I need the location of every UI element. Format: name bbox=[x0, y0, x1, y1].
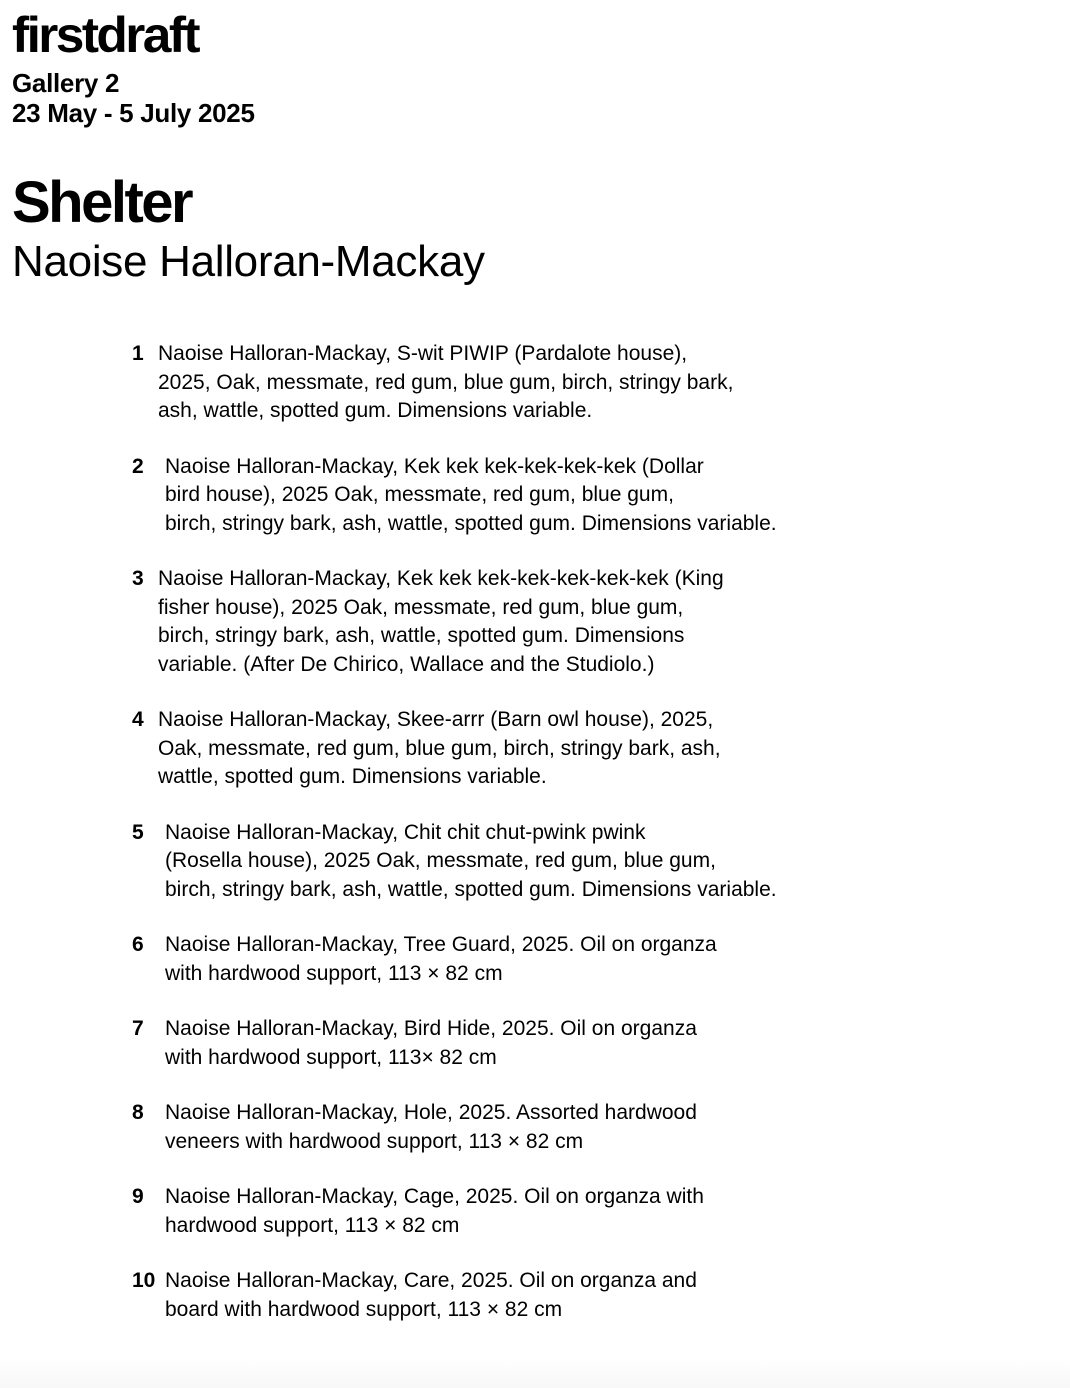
logo: firstdraft bbox=[12, 7, 198, 63]
work-item bbox=[132, 1099, 872, 1156]
work-number: 9 bbox=[132, 1185, 144, 1208]
work-number: 4 bbox=[132, 708, 144, 731]
work-number: 2 bbox=[132, 454, 144, 478]
work-caption: Naoise Halloran-Mackay, Skee-arrr (Barn owl house), 2025, Oak, messmate, red gum, blue gum, birch, stringy bark, ash, wattle, spotted gum. Dimensions variable. bbox=[158, 708, 721, 788]
gallery-label: Gallery 2 bbox=[12, 68, 120, 98]
work-item bbox=[132, 706, 872, 792]
work-item bbox=[132, 1183, 872, 1240]
page-bottom-shade bbox=[0, 1358, 1070, 1388]
exhibition-title: Shelter bbox=[12, 170, 192, 235]
work-item bbox=[132, 453, 872, 539]
work-number: 5 bbox=[132, 820, 144, 844]
work-caption: Naoise Halloran-Mackay, Hole, 2025. Assorted hardwood veneers with hardwood support, 113 × 82 cm bbox=[165, 1101, 697, 1153]
work-number: 6 bbox=[132, 933, 144, 956]
work-caption: Naoise Halloran-Mackay, S-wit PIWIP (Pardalote house), 2025, Oak, messmate, red gum, blue gum, birch, stringy bark, ash, wattle, spotted gum. Dimensions variable. bbox=[158, 342, 734, 422]
work-caption: Naoise Halloran-Mackay, Tree Guard, 2025. Oil on organza with hardwood support, 113 × 82 cm bbox=[165, 933, 717, 985]
exhibition-dates: 23 May - 5 July 2025 bbox=[12, 98, 255, 128]
work-item bbox=[132, 565, 872, 679]
works-list bbox=[132, 340, 872, 1351]
work-caption: Naoise Halloran-Mackay, Kek kek kek-kek-kek-kek-kek (King fisher house), 2025 Oak, messmate, red gum, blue gum, birch, stringy bark, ash, wattle, spotted gum. Dimensions variable. (After De Chirico, Wallace and the Studiolo.) bbox=[158, 567, 724, 676]
work-caption: Naoise Halloran-Mackay, Kek kek kek-kek-kek-kek (Dollar bird house), 2025 Oak, messmate, red gum, blue gum, birch, stringy bark, ash, wattle, spotted gum. Dimensions variable. bbox=[165, 454, 777, 535]
header bbox=[12, 6, 255, 128]
work-caption: Naoise Halloran-Mackay, Bird Hide, 2025. Oil on organza with hardwood support, 113× 82 cm bbox=[165, 1017, 697, 1069]
work-number: 3 bbox=[132, 567, 144, 590]
work-item bbox=[132, 1267, 872, 1324]
artist-name: Naoise Halloran-Mackay bbox=[12, 237, 485, 286]
work-item bbox=[132, 819, 872, 905]
work-caption: Naoise Halloran-Mackay, Cage, 2025. Oil on organza with hardwood support, 113 × 82 cm bbox=[165, 1185, 704, 1237]
work-caption: Naoise Halloran-Mackay, Care, 2025. Oil on organza and board with hardwood support, 113 × 82 cm bbox=[165, 1269, 697, 1321]
work-item bbox=[132, 1015, 872, 1072]
work-item bbox=[132, 340, 872, 426]
work-caption: Naoise Halloran-Mackay, Chit chit chut-pwink pwink (Rosella house), 2025 Oak, messmate, red gum, blue gum, birch, stringy bark, ash, wattle, spotted gum. Dimensions variable. bbox=[165, 820, 777, 901]
work-number: 1 bbox=[132, 342, 144, 365]
title-block bbox=[12, 168, 485, 288]
work-number: 8 bbox=[132, 1101, 144, 1124]
work-item bbox=[132, 931, 872, 988]
work-number: 10 bbox=[132, 1269, 156, 1292]
work-number: 7 bbox=[132, 1017, 144, 1040]
